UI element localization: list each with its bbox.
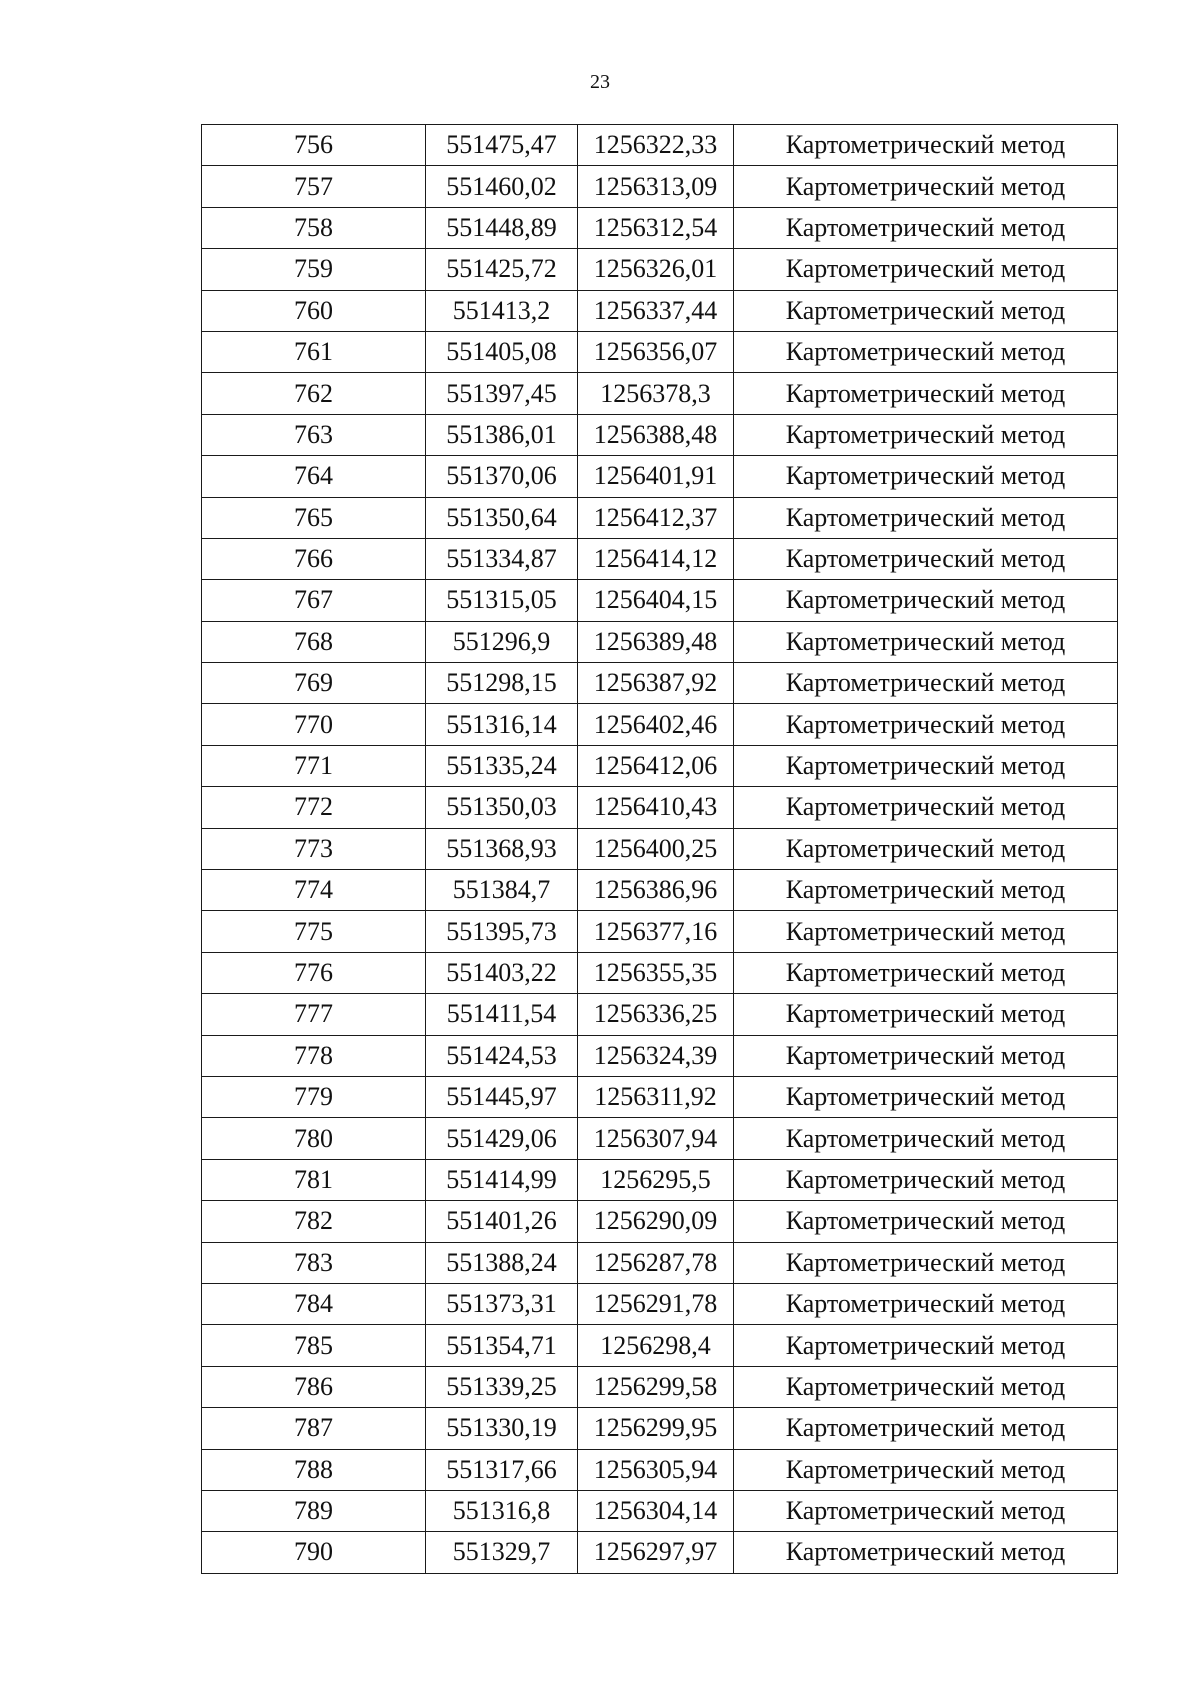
x-coordinate-cell: 551370,06 xyxy=(426,456,578,497)
y-coordinate-cell: 1256401,91 xyxy=(578,456,734,497)
table-row xyxy=(202,621,1118,662)
point-number-cell: 765 xyxy=(202,497,426,538)
table-row xyxy=(202,911,1118,952)
point-number-cell: 777 xyxy=(202,994,426,1035)
table-row xyxy=(202,580,1118,621)
x-coordinate-cell: 551384,7 xyxy=(426,870,578,911)
table-row xyxy=(202,1159,1118,1200)
point-number-cell: 785 xyxy=(202,1325,426,1366)
point-number-cell: 779 xyxy=(202,1076,426,1117)
x-coordinate-cell: 551298,15 xyxy=(426,663,578,704)
y-coordinate-cell: 1256326,01 xyxy=(578,249,734,290)
x-coordinate-cell: 551405,08 xyxy=(426,331,578,372)
method-cell: Картометрический метод xyxy=(734,1325,1118,1366)
y-coordinate-cell: 1256304,14 xyxy=(578,1490,734,1531)
method-cell: Картометрический метод xyxy=(734,249,1118,290)
y-coordinate-cell: 1256299,58 xyxy=(578,1366,734,1407)
point-number-cell: 781 xyxy=(202,1159,426,1200)
method-cell: Картометрический метод xyxy=(734,1076,1118,1117)
point-number-cell: 774 xyxy=(202,870,426,911)
y-coordinate-cell: 1256291,78 xyxy=(578,1283,734,1324)
point-number-cell: 775 xyxy=(202,911,426,952)
y-coordinate-cell: 1256322,33 xyxy=(578,125,734,166)
point-number-cell: 758 xyxy=(202,207,426,248)
table-row xyxy=(202,1366,1118,1407)
x-coordinate-cell: 551429,06 xyxy=(426,1118,578,1159)
y-coordinate-cell: 1256290,09 xyxy=(578,1201,734,1242)
point-number-cell: 770 xyxy=(202,704,426,745)
table-row xyxy=(202,704,1118,745)
method-cell: Картометрический метод xyxy=(734,1201,1118,1242)
y-coordinate-cell: 1256312,54 xyxy=(578,207,734,248)
y-coordinate-cell: 1256305,94 xyxy=(578,1449,734,1490)
x-coordinate-cell: 551424,53 xyxy=(426,1035,578,1076)
table-row xyxy=(202,1532,1118,1573)
table-row xyxy=(202,1449,1118,1490)
table-row xyxy=(202,870,1118,911)
y-coordinate-cell: 1256412,37 xyxy=(578,497,734,538)
point-number-cell: 759 xyxy=(202,249,426,290)
table-row xyxy=(202,331,1118,372)
method-cell: Картометрический метод xyxy=(734,497,1118,538)
x-coordinate-cell: 551334,87 xyxy=(426,538,578,579)
y-coordinate-cell: 1256298,4 xyxy=(578,1325,734,1366)
point-number-cell: 789 xyxy=(202,1490,426,1531)
table-row xyxy=(202,1408,1118,1449)
table-row xyxy=(202,414,1118,455)
x-coordinate-cell: 551445,97 xyxy=(426,1076,578,1117)
x-coordinate-cell: 551339,25 xyxy=(426,1366,578,1407)
x-coordinate-cell: 551317,66 xyxy=(426,1449,578,1490)
method-cell: Картометрический метод xyxy=(734,1532,1118,1573)
method-cell: Картометрический метод xyxy=(734,580,1118,621)
y-coordinate-cell: 1256355,35 xyxy=(578,952,734,993)
method-cell: Картометрический метод xyxy=(734,870,1118,911)
table-row xyxy=(202,1076,1118,1117)
table-row xyxy=(202,290,1118,331)
y-coordinate-cell: 1256386,96 xyxy=(578,870,734,911)
point-number-cell: 786 xyxy=(202,1366,426,1407)
table-row xyxy=(202,125,1118,166)
point-number-cell: 787 xyxy=(202,1408,426,1449)
point-number-cell: 766 xyxy=(202,538,426,579)
point-number-cell: 782 xyxy=(202,1201,426,1242)
method-cell: Картометрический метод xyxy=(734,745,1118,786)
y-coordinate-cell: 1256400,25 xyxy=(578,828,734,869)
point-number-cell: 756 xyxy=(202,125,426,166)
x-coordinate-cell: 551397,45 xyxy=(426,373,578,414)
point-number-cell: 761 xyxy=(202,331,426,372)
y-coordinate-cell: 1256378,3 xyxy=(578,373,734,414)
x-coordinate-cell: 551368,93 xyxy=(426,828,578,869)
table-row xyxy=(202,166,1118,207)
x-coordinate-cell: 551413,2 xyxy=(426,290,578,331)
y-coordinate-cell: 1256402,46 xyxy=(578,704,734,745)
point-number-cell: 776 xyxy=(202,952,426,993)
table-row xyxy=(202,1035,1118,1076)
x-coordinate-cell: 551350,64 xyxy=(426,497,578,538)
point-number-cell: 772 xyxy=(202,787,426,828)
x-coordinate-cell: 551315,05 xyxy=(426,580,578,621)
method-cell: Картометрический метод xyxy=(734,456,1118,497)
point-number-cell: 780 xyxy=(202,1118,426,1159)
table-row xyxy=(202,1490,1118,1531)
method-cell: Картометрический метод xyxy=(734,1366,1118,1407)
method-cell: Картометрический метод xyxy=(734,373,1118,414)
y-coordinate-cell: 1256387,92 xyxy=(578,663,734,704)
y-coordinate-cell: 1256389,48 xyxy=(578,621,734,662)
y-coordinate-cell: 1256297,97 xyxy=(578,1532,734,1573)
x-coordinate-cell: 551475,47 xyxy=(426,125,578,166)
x-coordinate-cell: 551411,54 xyxy=(426,994,578,1035)
method-cell: Картометрический метод xyxy=(734,1159,1118,1200)
point-number-cell: 783 xyxy=(202,1242,426,1283)
y-coordinate-cell: 1256414,12 xyxy=(578,538,734,579)
method-cell: Картометрический метод xyxy=(734,911,1118,952)
method-cell: Картометрический метод xyxy=(734,1490,1118,1531)
x-coordinate-cell: 551414,99 xyxy=(426,1159,578,1200)
table-row xyxy=(202,952,1118,993)
x-coordinate-cell: 551330,19 xyxy=(426,1408,578,1449)
y-coordinate-cell: 1256404,15 xyxy=(578,580,734,621)
method-cell: Картометрический метод xyxy=(734,1283,1118,1324)
y-coordinate-cell: 1256295,5 xyxy=(578,1159,734,1200)
table-row xyxy=(202,456,1118,497)
method-cell: Картометрический метод xyxy=(734,1449,1118,1490)
point-number-cell: 760 xyxy=(202,290,426,331)
table-row xyxy=(202,1201,1118,1242)
y-coordinate-cell: 1256356,07 xyxy=(578,331,734,372)
point-number-cell: 769 xyxy=(202,663,426,704)
x-coordinate-cell: 551335,24 xyxy=(426,745,578,786)
table-row xyxy=(202,1283,1118,1324)
y-coordinate-cell: 1256307,94 xyxy=(578,1118,734,1159)
y-coordinate-cell: 1256336,25 xyxy=(578,994,734,1035)
point-number-cell: 768 xyxy=(202,621,426,662)
method-cell: Картометрический метод xyxy=(734,663,1118,704)
point-number-cell: 763 xyxy=(202,414,426,455)
x-coordinate-cell: 551403,22 xyxy=(426,952,578,993)
method-cell: Картометрический метод xyxy=(734,290,1118,331)
method-cell: Картометрический метод xyxy=(734,414,1118,455)
point-number-cell: 762 xyxy=(202,373,426,414)
method-cell: Картометрический метод xyxy=(734,1118,1118,1159)
y-coordinate-cell: 1256287,78 xyxy=(578,1242,734,1283)
table-row xyxy=(202,497,1118,538)
x-coordinate-cell: 551460,02 xyxy=(426,166,578,207)
y-coordinate-cell: 1256311,92 xyxy=(578,1076,734,1117)
y-coordinate-cell: 1256324,39 xyxy=(578,1035,734,1076)
method-cell: Картометрический метод xyxy=(734,621,1118,662)
y-coordinate-cell: 1256388,48 xyxy=(578,414,734,455)
x-coordinate-cell: 551350,03 xyxy=(426,787,578,828)
x-coordinate-cell: 551386,01 xyxy=(426,414,578,455)
y-coordinate-cell: 1256377,16 xyxy=(578,911,734,952)
method-cell: Картометрический метод xyxy=(734,125,1118,166)
x-coordinate-cell: 551395,73 xyxy=(426,911,578,952)
coordinates-table-body xyxy=(202,125,1118,1574)
table-row xyxy=(202,828,1118,869)
table-row xyxy=(202,787,1118,828)
table-row xyxy=(202,1118,1118,1159)
method-cell: Картометрический метод xyxy=(734,787,1118,828)
point-number-cell: 790 xyxy=(202,1532,426,1573)
table-row xyxy=(202,538,1118,579)
table-row xyxy=(202,1325,1118,1366)
table-row xyxy=(202,745,1118,786)
method-cell: Картометрический метод xyxy=(734,538,1118,579)
point-number-cell: 771 xyxy=(202,745,426,786)
x-coordinate-cell: 551329,7 xyxy=(426,1532,578,1573)
x-coordinate-cell: 551448,89 xyxy=(426,207,578,248)
point-number-cell: 764 xyxy=(202,456,426,497)
y-coordinate-cell: 1256410,43 xyxy=(578,787,734,828)
point-number-cell: 757 xyxy=(202,166,426,207)
x-coordinate-cell: 551388,24 xyxy=(426,1242,578,1283)
point-number-cell: 778 xyxy=(202,1035,426,1076)
method-cell: Картометрический метод xyxy=(734,331,1118,372)
method-cell: Картометрический метод xyxy=(734,207,1118,248)
coordinates-table xyxy=(201,124,1118,1574)
method-cell: Картометрический метод xyxy=(734,704,1118,745)
point-number-cell: 773 xyxy=(202,828,426,869)
method-cell: Картометрический метод xyxy=(734,828,1118,869)
page-number: 23 xyxy=(590,71,610,93)
point-number-cell: 788 xyxy=(202,1449,426,1490)
y-coordinate-cell: 1256337,44 xyxy=(578,290,734,331)
x-coordinate-cell: 551296,9 xyxy=(426,621,578,662)
method-cell: Картометрический метод xyxy=(734,166,1118,207)
x-coordinate-cell: 551316,14 xyxy=(426,704,578,745)
table-row xyxy=(202,1242,1118,1283)
table-row xyxy=(202,373,1118,414)
y-coordinate-cell: 1256299,95 xyxy=(578,1408,734,1449)
method-cell: Картометрический метод xyxy=(734,1242,1118,1283)
table-row xyxy=(202,207,1118,248)
x-coordinate-cell: 551425,72 xyxy=(426,249,578,290)
table-row xyxy=(202,249,1118,290)
x-coordinate-cell: 551354,71 xyxy=(426,1325,578,1366)
point-number-cell: 767 xyxy=(202,580,426,621)
method-cell: Картометрический метод xyxy=(734,952,1118,993)
point-number-cell: 784 xyxy=(202,1283,426,1324)
table-row xyxy=(202,663,1118,704)
x-coordinate-cell: 551373,31 xyxy=(426,1283,578,1324)
x-coordinate-cell: 551401,26 xyxy=(426,1201,578,1242)
y-coordinate-cell: 1256412,06 xyxy=(578,745,734,786)
method-cell: Картометрический метод xyxy=(734,1035,1118,1076)
table-row xyxy=(202,994,1118,1035)
x-coordinate-cell: 551316,8 xyxy=(426,1490,578,1531)
method-cell: Картометрический метод xyxy=(734,1408,1118,1449)
y-coordinate-cell: 1256313,09 xyxy=(578,166,734,207)
method-cell: Картометрический метод xyxy=(734,994,1118,1035)
